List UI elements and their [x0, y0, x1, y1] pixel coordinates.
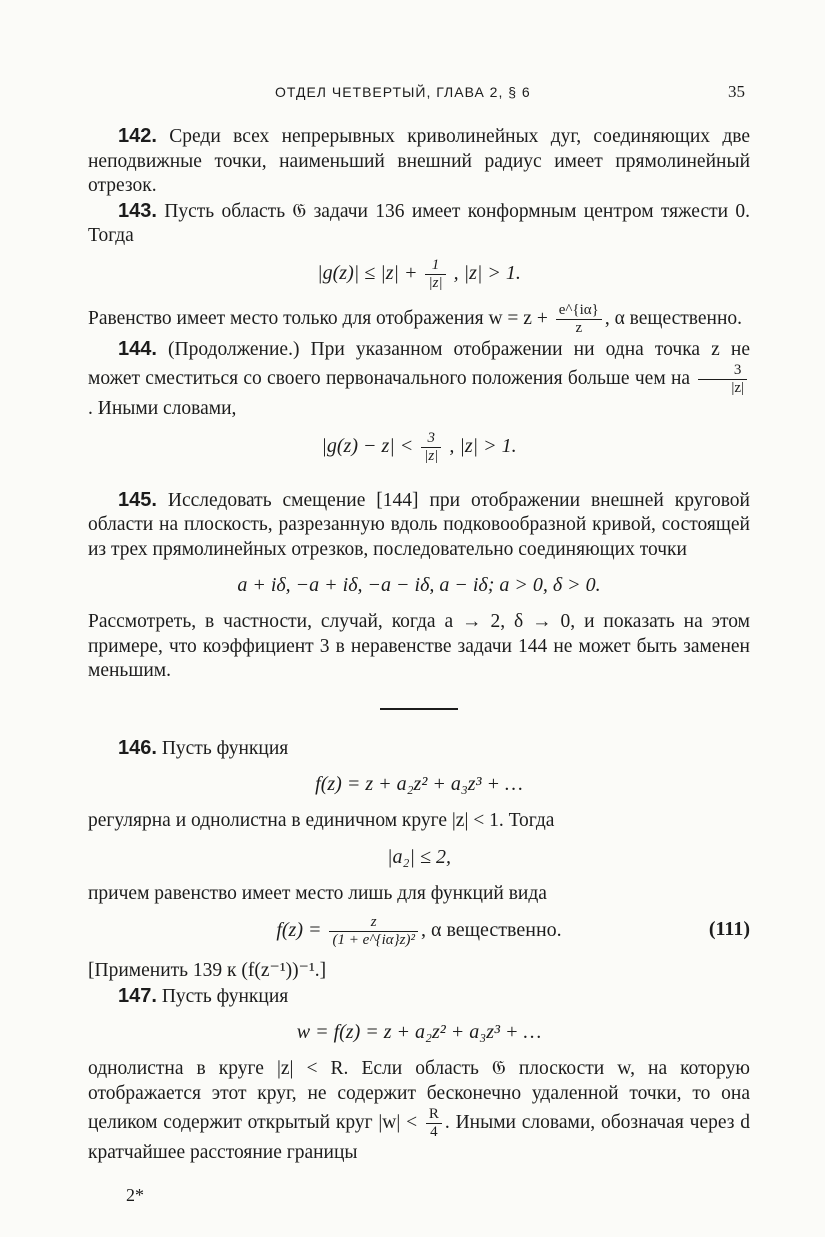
problem-text: Исследовать смещение [144] при отображении внешней круговой области на плоскость, разрезанную вдоль подковообразной кривой, состоящей из трех прямолинейных отрезков, последовательно соединяющих точки — [88, 489, 750, 560]
problem-number: 147. — [118, 984, 157, 1007]
problem-number: 146. — [118, 736, 157, 759]
fraction — [421, 430, 441, 465]
problem-text: . Иными словами, обозначая через d кратчайшее расстояние границы — [88, 1111, 751, 1163]
fraction — [556, 302, 602, 337]
fraction-denominator: |z| — [731, 380, 744, 396]
formula-147: w = f(z) = z + a₂z² + a₃z³ + … — [296, 1021, 542, 1043]
spacer — [88, 475, 750, 488]
formula-146-koebe — [88, 914, 750, 949]
fraction — [425, 257, 445, 292]
problem-147 — [88, 984, 750, 1010]
problem-145 — [88, 488, 750, 563]
problem-text: Пусть функция — [161, 985, 289, 1007]
equality-statement — [88, 302, 750, 337]
signature-mark: 2* — [126, 1185, 144, 1205]
fraction-denominator: (1 + e^{iα}z)² — [332, 932, 415, 948]
statement-text: , α вещественно. — [604, 307, 743, 329]
problem-text: Пусть функция — [161, 737, 289, 759]
formula-lhs: |g(z)| ≤ |z| + — [317, 261, 418, 284]
formula-144 — [88, 430, 750, 465]
problem-text: . Иными словами, — [88, 398, 237, 419]
formula-143 — [88, 257, 750, 292]
formula-rhs: , α вещественно. — [420, 919, 562, 942]
problem-text: (Продолжение.) При указанном отображении ни одна точка z не может сместиться со своего первоначального положения больше чем на — [88, 338, 750, 389]
fraction — [426, 1106, 442, 1141]
problem-number: 142. — [118, 125, 157, 147]
problem-number: 143. — [118, 199, 157, 222]
problem-143 — [88, 199, 750, 249]
problem-number: 144. — [118, 337, 157, 360]
equation-number: (111) — [708, 918, 750, 940]
problem-146 — [88, 736, 750, 762]
fraction-numerator: e^{iα} — [556, 302, 602, 320]
fraction-numerator: 1 — [425, 257, 445, 275]
running-head — [0, 82, 825, 106]
fraction-denominator: |z| — [424, 447, 439, 464]
section-divider — [380, 708, 458, 710]
fraction-denominator: z — [575, 319, 583, 336]
page-body — [88, 124, 750, 1166]
fraction-numerator: R — [426, 1106, 442, 1124]
fraction-denominator: |z| — [428, 274, 443, 291]
fraction — [698, 362, 747, 397]
problem-147-text — [88, 1057, 750, 1166]
problem-text: однолистна в круге |z| < R. Если область 𝔊 плоскости w, на которую отображается этот круг, не содержит бесконечно удаленной точки, то она целиком содержит открытый круг |w| < — [88, 1058, 750, 1133]
running-title: ОТДЕЛ ЧЕТВЕРТЫЙ, ГЛАВА 2, § 6 — [275, 84, 531, 100]
problem-146-text: причем равенство имеет место лишь для функций вида — [88, 882, 547, 904]
fraction-numerator: 3 — [421, 430, 441, 448]
statement-text: Равенство имеет место только для отображения w = z + — [88, 307, 548, 329]
formula-rhs: , |z| > 1. — [449, 434, 517, 457]
fraction-numerator: z — [329, 914, 417, 932]
problem-142 — [88, 124, 750, 199]
problem-145-continuation: Рассмотреть, в частности, случай, когда a → 2, δ → 0, и показать на этом примере, что коэффициент 3 в неравенстве задачи 144 не может быть заменен меньшим. — [88, 611, 750, 681]
formula-lhs: |g(z) − z| < — [321, 434, 414, 457]
formula-146-series: f(z) = z + a₂z² + a₃z³ + … — [315, 773, 523, 795]
problem-text: Среди всех непрерывных криволинейных дуг, соединяющих две неподвижные точки, наименьший внешний радиус имеет прямолинейный отрезок. — [88, 126, 751, 196]
problem-144 — [88, 337, 750, 422]
problem-146-text: регулярна и однолистна в единичном круге |z| < 1. Тогда — [88, 810, 555, 831]
fraction-denominator: 4 — [430, 1124, 438, 1140]
page-number: 35 — [728, 82, 745, 101]
formula-145: a + iδ, −a + iδ, −a − iδ, a − iδ; a > 0, δ > 0. — [237, 574, 601, 596]
problem-number: 145. — [118, 488, 157, 511]
fraction — [329, 914, 417, 949]
problem-text: Пусть область 𝔊 задачи 136 имеет конформным центром тяжести 0. Тогда — [88, 200, 750, 246]
problem-146-hint: [Применить 139 к (f(z⁻¹))⁻¹.] — [88, 960, 327, 981]
formula-lhs: f(z) = — [276, 919, 322, 942]
formula-146-bound: |a₂| ≤ 2, — [387, 845, 451, 868]
fraction-numerator: 3 — [698, 362, 747, 380]
formula-rhs: , |z| > 1. — [453, 261, 521, 284]
